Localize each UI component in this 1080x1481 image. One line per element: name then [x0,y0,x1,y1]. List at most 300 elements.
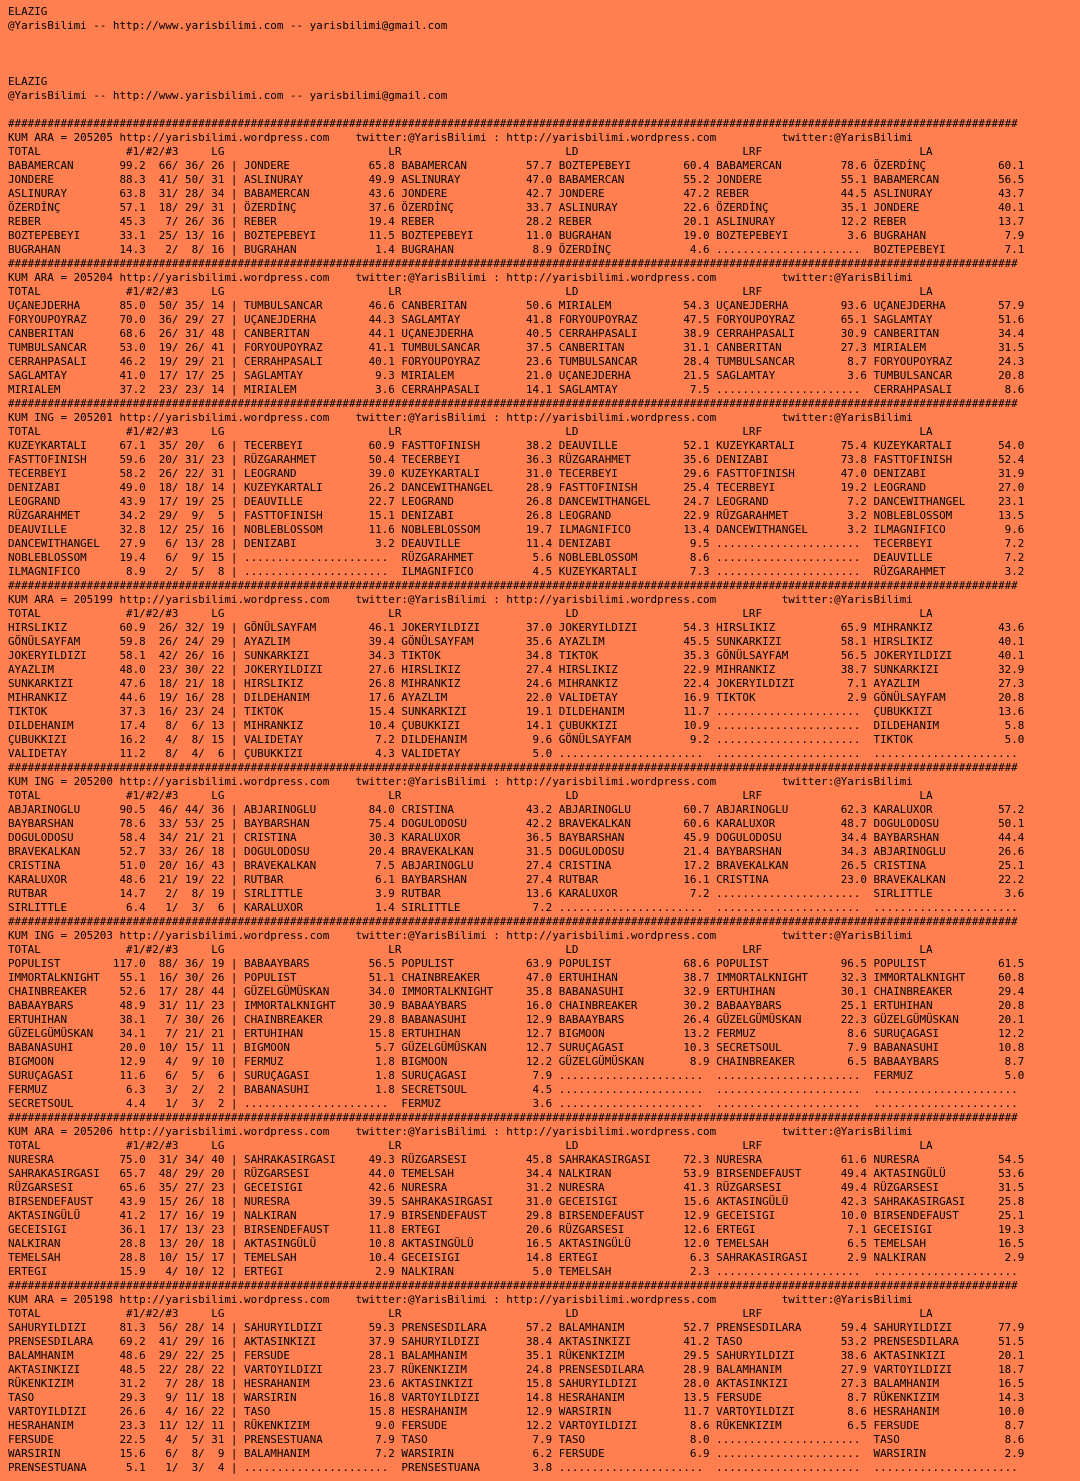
metric-cell-lr: DENIZABI 26.8 [401,509,559,522]
result-row [8,831,1024,845]
metric-cell-ld: ...................... [558,901,717,914]
total-cell: SAGLAMTAY 41.0 17/ 17/ 25 | [8,369,245,382]
separator-line: ########################################################################################################################################################## [8,1111,1018,1124]
separator-line: ########################################################################################################################################################## [8,1279,1018,1292]
metric-cell-lrf: ...................... [716,719,874,732]
total-cell: DANCEWITHANGEL 27.9 6/ 13/ 28 | [8,537,245,550]
metric-cell-lrf: GECEISIGI 10.0 [716,1209,874,1222]
metric-cell-lrf: BRAVEKALKAN 26.5 [716,859,874,872]
column-headers: TOTAL #1/#2/#3 LG LR LD LRF LA [8,1139,933,1152]
column-headers: TOTAL #1/#2/#3 LG LR LD LRF LA [8,145,933,158]
metric-cell-lrf: BABAAYBARS 25.1 [716,999,874,1012]
metric-cell-lg: BRAVEKALKAN 7.5 [244,859,402,872]
metric-cell-lg: BUGRAHAN 1.4 [244,243,402,256]
metric-cell-lr: AYAZLIM 22.0 [401,691,559,704]
metric-cell-lrf: ABJARINOGLU 62.3 [716,803,874,816]
result-row [8,1405,1024,1419]
race-title: KUM ARA = 205204 http://yarisbilimi.wordpress.com twitter:@YarisBilimi : http://yarisbilimi.wordpress.com twitter:@YarisBilimi [8,271,913,284]
metric-cell-lrf: UÇANEJDERHA 93.6 [716,299,874,312]
metric-cell-ld: BALAMHANIM 52.7 [558,1321,717,1334]
total-cell: SAHURYILDIZI 81.3 56/ 28/ 14 | [8,1321,245,1334]
metric-cell-lrf: ...................... [716,551,874,564]
metric-cell-ld: GÖNÜLSAYFAM 9.2 [558,733,717,746]
metric-cell-lg: CRISTINA 30.3 [244,831,402,844]
metric-cell-lr: SIRLITTLE 7.2 [401,901,559,914]
metric-cell-la: AKTASINKIZI 20.1 [873,1349,1025,1362]
total-cell: GECEISIGI 36.1 17/ 13/ 23 | [8,1223,245,1236]
metric-cell-lrf: RÜKENKIZIM 6.5 [716,1419,874,1432]
total-cell: TIKTOK 37.3 16/ 23/ 24 | [8,705,245,718]
metric-cell-la: LEOGRAND 27.0 [873,481,1025,494]
total-cell: SAHRAKASIRGASI 65.7 48/ 29/ 20 | [8,1167,245,1180]
metric-cell-ld: BABAMERCAN 55.2 [558,173,717,186]
metric-cell-lg: ASLINURAY 49.9 [244,173,402,186]
metric-cell-ld: CANBERITAN 31.1 [558,341,717,354]
metric-cell-lr: BOZTEPEBEYI 11.0 [401,229,559,242]
result-row [8,215,1024,229]
metric-cell-ld: GÜZELGÜMÜSKAN 8.9 [558,1055,717,1068]
metric-cell-lg: BAYBARSHAN 75.4 [244,817,402,830]
total-cell: BIGMOON 12.9 4/ 9/ 10 | [8,1055,245,1068]
metric-cell-lrf: IMMORTALKNIGHT 32.3 [716,971,874,984]
metric-cell-lg: CANBERITAN 44.1 [244,327,402,340]
metric-cell-lg: PRENSESTUANA 7.9 [244,1433,402,1446]
metric-cell-ld: AYAZLIM 45.5 [558,635,717,648]
metric-cell-la: RÜKENKIZIM 14.3 [873,1391,1025,1404]
metric-cell-lr: BIRSENDEFAUST 29.8 [401,1209,559,1222]
result-row [8,1083,1024,1097]
total-cell: JONDERE 88.3 41/ 50/ 31 | [8,173,245,186]
total-cell: SIRLITTLE 6.4 1/ 3/ 6 | [8,901,245,914]
metric-cell-lr: NURESRA 31.2 [401,1181,559,1194]
result-row [8,691,1024,705]
metric-cell-lrf: PRENSESDILARA 59.4 [716,1321,874,1334]
metric-cell-lr: BAYBARSHAN 27.4 [401,873,559,886]
race-title: KUM ING = 205201 http://yarisbilimi.wordpress.com twitter:@YarisBilimi : http://yarisbilimi.wordpress.com twitter:@YarisBilimi [8,411,913,424]
result-row [8,327,1024,341]
metric-cell-ld: DOGULODOSU 21.4 [558,845,717,858]
metric-cell-lg: LEOGRAND 39.0 [244,467,402,480]
metric-cell-lr: SAHURYILDIZI 38.4 [401,1335,559,1348]
metric-cell-ld: CERRAHPASALI 38.9 [558,327,717,340]
metric-cell-lr: VALIDETAY 5.0 [401,747,559,760]
metric-cell-lrf: SAHURYILDIZI 38.6 [716,1349,874,1362]
metric-cell-ld: MIHRANKIZ 22.4 [558,677,717,690]
metric-cell-lr: UÇANEJDERHA 40.5 [401,327,559,340]
metric-cell-ld: FORYOUPOYRAZ 47.5 [558,313,717,326]
total-cell: FERMUZ 6.3 3/ 2/ 2 | [8,1083,245,1096]
metric-cell-ld: SAGLAMTAY 7.5 [558,383,717,396]
metric-cell-lg: CERRAHPASALI 40.1 [244,355,402,368]
total-cell: SURUÇAGASI 11.6 6/ 5/ 6 | [8,1069,245,1082]
result-row [8,747,1024,761]
separator-line: ########################################################################################################################################################## [8,915,1018,928]
result-row [8,229,1024,243]
result-row [8,369,1024,383]
metric-cell-lg: AKTASINKIZI 37.9 [244,1335,402,1348]
total-cell: KARALUXOR 48.6 21/ 19/ 22 | [8,873,245,886]
result-row [8,537,1024,551]
metric-cell-lg: KARALUXOR 1.4 [244,901,402,914]
metric-cell-lr: BALAMHANIM 35.1 [401,1349,559,1362]
metric-cell-lrf: ...................... [716,1447,874,1460]
metric-cell-la: ÇUBUKKIZI 13.6 [873,705,1025,718]
total-cell: BABAMERCAN 99.2 66/ 36/ 26 | [8,159,245,172]
metric-cell-lrf: GÜZELGÜMÜSKAN 22.3 [716,1013,874,1026]
metric-cell-lg: VALIDETAY 7.2 [244,733,402,746]
result-row [8,1069,1024,1083]
separator-line: ########################################################################################################################################################## [8,117,1018,130]
result-row [8,355,1024,369]
metric-cell-ld: JONDERE 47.2 [558,187,717,200]
result-row [8,1181,1024,1195]
column-headers: TOTAL #1/#2/#3 LG LR LD LRF LA [8,607,933,620]
metric-cell-la: BALAMHANIM 16.5 [873,1377,1025,1390]
metric-cell-ld: DILDEHANIM 11.7 [558,705,717,718]
metric-cell-lg: RÜZGARAHMET 50.4 [244,453,402,466]
metric-cell-lrf: DOGULODOSU 34.4 [716,831,874,844]
separator-line: ########################################################################################################################################################## [8,257,1018,270]
metric-cell-ld: ILMAGNIFICO 13.4 [558,523,717,536]
metric-cell-lg: BIRSENDEFAUST 11.8 [244,1223,402,1236]
metric-cell-ld: DANCEWITHANGEL 24.7 [558,495,717,508]
column-headers: TOTAL #1/#2/#3 LG LR LD LRF LA [8,789,933,802]
metric-cell-la: RÜZGARSESI 31.5 [873,1181,1025,1194]
total-cell: WARSIRIN 15.6 6/ 8/ 9 | [8,1447,245,1460]
metric-cell-la: AKTASINGÜLÜ 53.6 [873,1167,1025,1180]
metric-cell-lrf: GÖNÜLSAYFAM 56.5 [716,649,874,662]
metric-cell-lrf: ...................... [716,1069,874,1082]
metric-cell-lrf: ÖZERDİNÇ 35.1 [716,201,874,214]
metric-cell-la: KUZEYKARTALI 54.0 [873,439,1025,452]
total-cell: RÜZGARAHMET 34.2 29/ 9/ 5 | [8,509,245,522]
metric-cell-lrf: ...................... [716,1097,874,1110]
result-row [8,1153,1024,1167]
metric-cell-lrf: CRISTINA 23.0 [716,873,874,886]
metric-cell-la: DEAUVILLE 7.2 [873,551,1025,564]
total-cell: AKTASINKIZI 48.5 22/ 28/ 22 | [8,1363,245,1376]
result-row [8,719,1024,733]
metric-cell-lr: BABAAYBARS 16.0 [401,999,559,1012]
metric-cell-ld: ...................... [558,1461,717,1474]
metric-cell-lg: DOGULODOSU 20.4 [244,845,402,858]
metric-cell-la: HESRAHANIM 10.0 [873,1405,1025,1418]
metric-cell-lg: AYAZLIM 39.4 [244,635,402,648]
total-cell: AYAZLIM 48.0 23/ 30/ 22 | [8,663,245,676]
metric-cell-lg: RÜZGARSESI 44.0 [244,1167,402,1180]
metric-cell-la: PRENSESDILARA 51.5 [873,1335,1025,1348]
metric-cell-lrf: ...................... [716,1461,874,1474]
metric-cell-ld: BRAVEKALKAN 60.6 [558,817,717,830]
metric-cell-la: CANBERITAN 34.4 [873,327,1025,340]
metric-cell-lg: FERSUDE 28.1 [244,1349,402,1362]
metric-cell-lrf: JOKERYILDIZI 7.1 [716,677,874,690]
metric-cell-ld: HIRSLIKIZ 22.9 [558,663,717,676]
total-cell: DENIZABI 49.0 18/ 18/ 14 | [8,481,245,494]
total-cell: BOZTEPEBEYI 33.1 25/ 13/ 16 | [8,229,245,242]
metric-cell-lg: TIKTOK 15.4 [244,705,402,718]
metric-cell-lg: ...................... [244,1097,402,1110]
metric-cell-lg: BABAMERCAN 43.6 [244,187,402,200]
total-cell: RUTBAR 14.7 2/ 8/ 19 | [8,887,245,900]
race-title: KUM ING = 205200 http://yarisbilimi.wordpress.com twitter:@YarisBilimi : http://yarisbilimi.wordpress.com twitter:@YarisBilimi [8,775,913,788]
metric-cell-la: SURUÇAGASI 12.2 [873,1027,1025,1040]
result-row [8,1349,1024,1363]
metric-cell-lg: SAGLAMTAY 9.3 [244,369,402,382]
metric-cell-lg: SURUÇAGASI 1.8 [244,1069,402,1082]
total-cell: LEOGRAND 43.9 17/ 19/ 25 | [8,495,245,508]
metric-cell-lg: FERMUZ 1.8 [244,1055,402,1068]
metric-cell-lrf: FERSUDE 8.7 [716,1391,874,1404]
total-cell: KUZEYKARTALI 67.1 35/ 20/ 6 | [8,439,245,452]
metric-cell-lr: ÖZERDİNÇ 33.7 [401,201,559,214]
metric-cell-la: UÇANEJDERHA 57.9 [873,299,1025,312]
metric-cell-la: MIRIALEM 31.5 [873,341,1025,354]
result-row [8,1237,1024,1251]
result-row [8,383,1024,397]
header-line: @YarisBilimi -- http://www.yarisbilimi.com -- yarisbilimi@gmail.com [8,89,448,102]
total-cell: ÇUBUKKIZI 16.2 4/ 8/ 15 | [8,733,245,746]
metric-cell-la: SAGLAMTAY 51.6 [873,313,1025,326]
total-cell: MIHRANKIZ 44.6 19/ 16/ 28 | [8,691,245,704]
metric-cell-lrf: TUMBULSANCAR 8.7 [716,355,874,368]
metric-cell-lg: GÖNÜLSAYFAM 46.1 [244,621,402,634]
metric-cell-lg: NURESRA 39.5 [244,1195,402,1208]
metric-cell-ld: AKTASINGÜLÜ 12.0 [558,1237,717,1250]
metric-cell-lr: KUZEYKARTALI 31.0 [401,467,559,480]
metric-cell-ld: ...................... [558,1069,717,1082]
total-cell: TUMBULSANCAR 53.0 19/ 26/ 41 | [8,341,245,354]
metric-cell-la: WARSIRIN 2.9 [873,1447,1025,1460]
metric-cell-la: SAHRAKASIRGASI 25.8 [873,1195,1025,1208]
metric-cell-ld: MIRIALEM 54.3 [558,299,717,312]
header-line [8,103,1024,117]
metric-cell-ld: CHAINBREAKER 30.2 [558,999,717,1012]
metric-cell-lr: RÜZGARAHMET 5.6 [401,551,559,564]
metric-cell-lrf: VARTOYILDIZI 8.6 [716,1405,874,1418]
metric-cell-lg: WARSIRIN 16.8 [244,1391,402,1404]
result-row [8,635,1024,649]
metric-cell-la: TIKTOK 5.0 [873,733,1025,746]
metric-cell-la: BUGRAHAN 7.9 [873,229,1025,242]
metric-cell-lr: MIHRANKIZ 24.6 [401,677,559,690]
metric-cell-ld: BABANASUHI 32.9 [558,985,717,998]
result-row [8,467,1024,481]
metric-cell-lg: FASTTOFINISH 15.1 [244,509,402,522]
metric-cell-ld: RÜKENKIZIM 29.5 [558,1349,717,1362]
metric-cell-la: TEMELSAH 16.5 [873,1237,1025,1250]
total-cell: TASO 29.3 9/ 11/ 18 | [8,1391,245,1404]
column-headers: TOTAL #1/#2/#3 LG LR LD LRF LA [8,1307,933,1320]
metric-cell-ld: BUGRAHAN 19.0 [558,229,717,242]
column-headers: TOTAL #1/#2/#3 LG LR LD LRF LA [8,425,933,438]
metric-cell-la: ...................... [873,901,1025,914]
metric-cell-la: ILMAGNIFICO 9.6 [873,523,1025,536]
result-row [8,1167,1024,1181]
result-row [8,187,1024,201]
metric-cell-ld: VALIDETAY 16.9 [558,691,717,704]
metric-cell-lrf: BAYBARSHAN 34.3 [716,845,874,858]
result-row [8,845,1024,859]
metric-cell-la: JOKERYILDIZI 40.1 [873,649,1025,662]
metric-cell-lg: ERTUHIHAN 15.8 [244,1027,402,1040]
metric-cell-lr: POPULIST 63.9 [401,957,559,970]
metric-cell-ld: REBER 20.1 [558,215,717,228]
metric-cell-lr: SAGLAMTAY 41.8 [401,313,559,326]
metric-cell-lg: BIGMOON 5.7 [244,1041,402,1054]
metric-cell-la: JONDERE 40.1 [873,201,1025,214]
metric-cell-lr: SUNKARKIZI 19.1 [401,705,559,718]
metric-cell-lrf: DENIZABI 73.8 [716,453,874,466]
result-row [8,649,1024,663]
result-row [8,985,1024,999]
metric-cell-ld: BAYBARSHAN 45.9 [558,831,717,844]
race-title: KUM ARA = 205206 http://yarisbilimi.wordpress.com twitter:@YarisBilimi : http://yarisbilimi.wordpress.com twitter:@YarisBilimi [8,1125,913,1138]
metric-cell-la: ÖZERDİNÇ 60.1 [873,159,1025,172]
metric-cell-lrf: FORYOUPOYRAZ 65.1 [716,313,874,326]
metric-cell-lr: LEOGRAND 26.8 [401,495,559,508]
total-cell: POPULIST 117.0 88/ 36/ 19 | [8,957,245,970]
metric-cell-ld: ASLINURAY 22.6 [558,201,717,214]
metric-cell-lrf: SECRETSOUL 7.9 [716,1041,874,1054]
result-row [8,481,1024,495]
total-cell: BRAVEKALKAN 52.7 33/ 26/ 18 | [8,845,245,858]
result-row [8,817,1024,831]
metric-cell-lr: MIRIALEM 21.0 [401,369,559,382]
separator-line: ########################################################################################################################################################## [8,761,1018,774]
metric-cell-la: POPULIST 61.5 [873,957,1025,970]
metric-cell-lg: ERTEGI 2.9 [244,1265,402,1278]
metric-cell-lr: CERRAHPASALI 14.1 [401,383,559,396]
metric-cell-lrf: SAHRAKASIRGASI 2.9 [716,1251,874,1264]
metric-cell-lg: DILDEHANIM 17.6 [244,691,402,704]
metric-cell-lr: REBER 28.2 [401,215,559,228]
metric-cell-ld: TEMELSAH 2.3 [558,1265,717,1278]
result-row [8,299,1024,313]
metric-cell-lg: SAHRAKASIRGASI 49.3 [244,1153,402,1166]
metric-cell-lr: CANBERITAN 50.6 [401,299,559,312]
metric-cell-lg: JOKERYILDIZI 27.6 [244,663,402,676]
metric-cell-lg: CHAINBREAKER 29.8 [244,1013,402,1026]
metric-cell-lrf: CHAINBREAKER 6.5 [716,1055,874,1068]
total-cell: BABAAYBARS 48.9 31/ 11/ 23 | [8,999,245,1012]
metric-cell-lg: ...................... [244,565,402,578]
metric-cell-la: CRISTINA 25.1 [873,859,1025,872]
metric-cell-lrf: KUZEYKARTALI 75.4 [716,439,874,452]
total-cell: ILMAGNIFICO 8.9 2/ 5/ 8 | [8,565,245,578]
metric-cell-ld: ERTEGI 6.3 [558,1251,717,1264]
total-cell: RÜKENKIZIM 31.2 7/ 28/ 18 | [8,1377,245,1390]
result-row [8,159,1024,173]
total-cell: NURESRA 75.0 31/ 34/ 40 | [8,1153,245,1166]
metric-cell-lg: TUMBULSANCAR 46.6 [244,299,402,312]
metric-cell-lg: TEMELSAH 10.4 [244,1251,402,1264]
metric-cell-lr: BABAMERCAN 57.7 [401,159,559,172]
total-cell: PRENSESTUANA 5.1 1/ 3/ 4 | [8,1461,245,1474]
metric-cell-lg: POPULIST 51.1 [244,971,402,984]
metric-cell-la: BIRSENDEFAUST 25.1 [873,1209,1025,1222]
metric-cell-lr: ILMAGNIFICO 4.5 [401,565,559,578]
metric-cell-ld: NURESRA 41.3 [558,1181,717,1194]
metric-cell-la: DILDEHANIM 5.8 [873,719,1025,732]
metric-cell-lr: TEMELSAH 34.4 [401,1167,559,1180]
metric-cell-la: REBER 13.7 [873,215,1025,228]
metric-cell-ld: POPULIST 68.6 [558,957,717,970]
metric-cell-ld: NALKIRAN 53.9 [558,1167,717,1180]
metric-cell-la: FERMUZ 5.0 [873,1069,1025,1082]
metric-cell-ld: HESRAHANIM 13.5 [558,1391,717,1404]
metric-cell-lg: AKTASINGÜLÜ 10.8 [244,1237,402,1250]
metric-cell-lrf: ...................... [716,747,874,760]
result-row [8,1447,1024,1461]
metric-cell-lg: TASO 15.8 [244,1405,402,1418]
race-title: KUM ARA = 205205 http://yarisbilimi.wordpress.com twitter:@YarisBilimi : http://yarisbilimi.wordpress.com twitter:@YarisBilimi [8,131,913,144]
total-cell: TECERBEYI 58.2 26/ 22/ 31 | [8,467,245,480]
metric-cell-la: CERRAHPASALI 8.6 [873,383,1025,396]
metric-cell-la: KARALUXOR 57.2 [873,803,1025,816]
metric-cell-lg: SUNKARKIZI 34.3 [244,649,402,662]
metric-cell-lr: PRENSESTUANA 3.8 [401,1461,559,1474]
metric-cell-la: NOBLEBLOSSOM 13.5 [873,509,1025,522]
result-row [8,1461,1024,1475]
total-cell: SECRETSOUL 4.4 1/ 3/ 2 | [8,1097,245,1110]
metric-cell-lr: FERSUDE 12.2 [401,1419,559,1432]
metric-cell-ld: NOBLEBLOSSOM 8.6 [558,551,717,564]
result-row [8,1419,1024,1433]
metric-cell-ld: AKTASINKIZI 41.2 [558,1335,717,1348]
metric-cell-lr: KARALUXOR 36.5 [401,831,559,844]
total-cell: BIRSENDEFAUST 43.9 15/ 26/ 18 | [8,1195,245,1208]
header-line [8,33,1024,47]
total-cell: NOBLEBLOSSOM 19.4 6/ 9/ 15 | [8,551,245,564]
metric-cell-lr: DEAUVILLE 11.4 [401,537,559,550]
metric-cell-la: TASO 8.6 [873,1433,1025,1446]
metric-cell-la: BABANASUHI 10.8 [873,1041,1025,1054]
metric-cell-lg: KUZEYKARTALI 26.2 [244,481,402,494]
result-row [8,1195,1024,1209]
metric-cell-la: ...................... [873,1083,1025,1096]
metric-cell-ld: ...................... [558,747,717,760]
total-cell: CERRAHPASALI 46.2 19/ 29/ 21 | [8,355,245,368]
metric-cell-lr: GÜZELGÜMÜSKAN 12.7 [401,1041,559,1054]
metric-cell-lr: PRENSESDILARA 57.2 [401,1321,559,1334]
metric-cell-lg: GECEISIGI 42.6 [244,1181,402,1194]
metric-cell-ld: SAHRAKASIRGASI 72.3 [558,1153,717,1166]
metric-cell-ld: ERTUHIHAN 38.7 [558,971,717,984]
metric-cell-lrf: CERRAHPASALI 30.9 [716,327,874,340]
total-cell: CANBERITAN 68.6 26/ 31/ 48 | [8,327,245,340]
metric-cell-lr: TASO 7.9 [401,1433,559,1446]
metric-cell-lrf: ...................... [716,537,874,550]
metric-cell-la: SAHURYILDIZI 77.9 [873,1321,1025,1334]
metric-cell-lrf: AKTASINKIZI 27.3 [716,1377,874,1390]
metric-cell-lg: MIHRANKIZ 10.4 [244,719,402,732]
metric-cell-lrf: ...................... [716,565,874,578]
metric-cell-lr: RÜZGARSESI 45.8 [401,1153,559,1166]
result-row [8,621,1024,635]
metric-cell-ld: SURUÇAGASI 10.3 [558,1041,717,1054]
metric-cell-lrf: FERMUZ 8.6 [716,1027,874,1040]
total-cell: HESRAHANIM 23.3 11/ 12/ 11 | [8,1419,245,1432]
separator-line: ########################################################################################################################################################## [8,579,1018,592]
race-title: KUM ARA = 205198 http://yarisbilimi.wordpress.com twitter:@YarisBilimi : http://yarisbilimi.wordpress.com twitter:@YarisBilimi [8,1293,913,1306]
metric-cell-lg: TECERBEYI 60.9 [244,439,402,452]
metric-cell-lrf: AKTASINGÜLÜ 42.3 [716,1195,874,1208]
column-headers: TOTAL #1/#2/#3 LG LR LD LRF LA [8,285,933,298]
result-row [8,523,1024,537]
metric-cell-la: CHAINBREAKER 29.4 [873,985,1025,998]
metric-cell-ld: JOKERYILDIZI 54.3 [558,621,717,634]
